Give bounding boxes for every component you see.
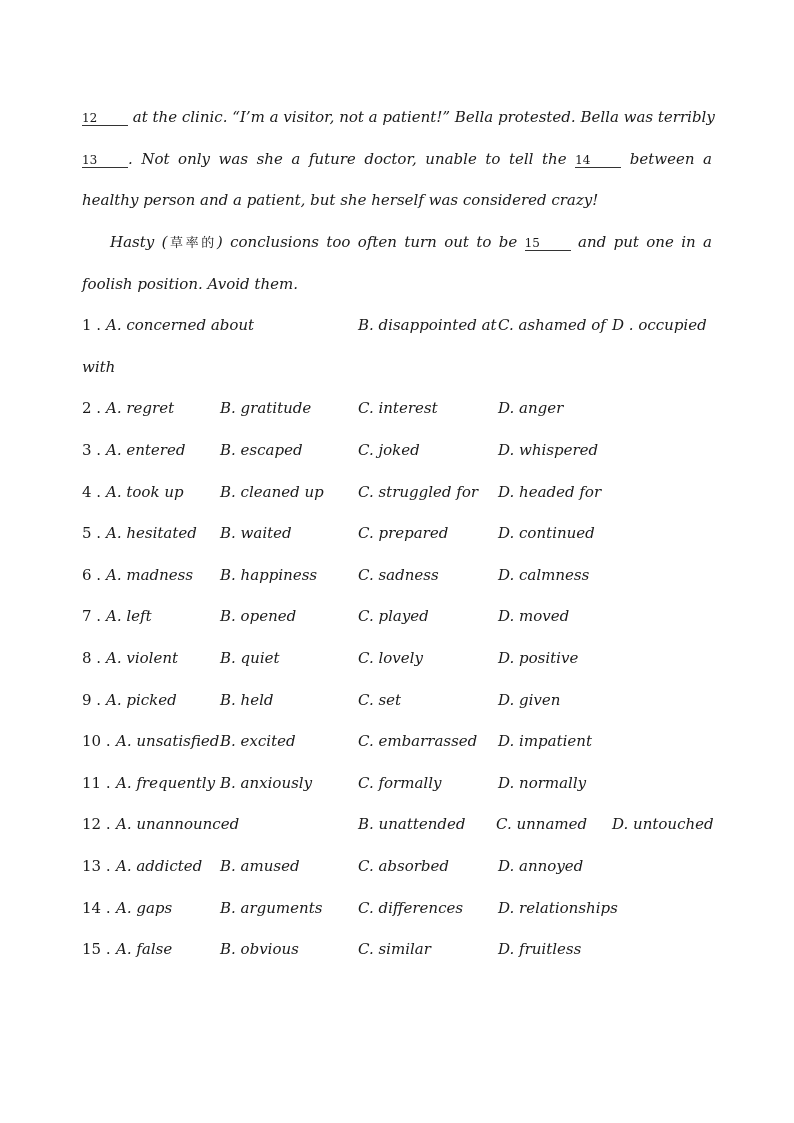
option-b: B. obvious bbox=[220, 940, 299, 958]
option-d: D. anger bbox=[498, 399, 564, 417]
question-number: 9 . bbox=[82, 691, 102, 709]
option-b: B. happiness bbox=[220, 566, 318, 584]
option-c: C. ashamed of bbox=[498, 316, 606, 334]
option-b: B. held bbox=[220, 691, 274, 709]
question-number: 6 . bbox=[82, 566, 102, 584]
passage-text: at the clinic. “I’m a visitor, not a patient!” Bella protested. Bella was terribly bbox=[132, 108, 715, 126]
question-number: 3 . bbox=[82, 441, 102, 459]
question-number: 13 . bbox=[82, 857, 111, 875]
option-d: D. annoyed bbox=[498, 857, 584, 875]
question-number: 12 . bbox=[82, 815, 111, 833]
option-c: C. interest bbox=[358, 399, 438, 417]
blank-14: 14 bbox=[575, 153, 621, 168]
option-a: A. frequently bbox=[116, 774, 216, 792]
option-a: A. madness bbox=[106, 566, 194, 584]
option-a: A. hesitated bbox=[106, 524, 197, 542]
option-a: A. concerned about bbox=[106, 316, 255, 334]
option-d: D. given bbox=[498, 691, 561, 709]
option-a: A. addicted bbox=[116, 857, 203, 875]
option-a: A. picked bbox=[106, 691, 177, 709]
option-d: D. impatient bbox=[498, 732, 592, 750]
option-b: B. cleaned up bbox=[220, 483, 324, 501]
option-c: C. absorbed bbox=[358, 857, 450, 875]
blank-15: 15 bbox=[525, 236, 571, 251]
question-number: 11 . bbox=[82, 774, 111, 792]
option-d: D. moved bbox=[498, 607, 570, 625]
option-d: D. whispered bbox=[498, 441, 599, 459]
option-b: B. anxiously bbox=[220, 774, 313, 792]
passage-text: and put one in a bbox=[578, 233, 712, 251]
option-b: B. escaped bbox=[220, 441, 303, 459]
option-b: B. amused bbox=[220, 857, 300, 875]
passage-line-2 bbox=[82, 149, 712, 169]
question-number: 5 . bbox=[82, 524, 102, 542]
option-d: D. continued bbox=[498, 524, 595, 542]
option-c: C. formally bbox=[358, 774, 442, 792]
option-d: D. normally bbox=[498, 774, 587, 792]
option-d: D. untouched bbox=[612, 815, 714, 833]
question-number: 10 . bbox=[82, 732, 111, 750]
option-a: A. entered bbox=[106, 441, 186, 459]
passage-line-3: healthy person and a patient, but she herself was considered crazy! bbox=[82, 191, 599, 209]
question-number: 4 . bbox=[82, 483, 102, 501]
option-b: B. disappointed at bbox=[358, 316, 497, 334]
option-c: C. sadness bbox=[358, 566, 439, 584]
option-c: C. played bbox=[358, 607, 429, 625]
option-d: D. relationships bbox=[498, 899, 618, 917]
option-b: B. unattended bbox=[358, 815, 466, 833]
question-number: 1 . bbox=[82, 316, 102, 334]
option-c: C. lovely bbox=[358, 649, 423, 667]
option-d: D . occupied bbox=[612, 316, 707, 334]
blank-13: 13 bbox=[82, 153, 128, 168]
blank-12: 12 bbox=[82, 111, 128, 126]
chinese-gloss: 草率的 bbox=[167, 236, 217, 251]
option-b: B. opened bbox=[220, 607, 297, 625]
question-number: 15 . bbox=[82, 940, 111, 958]
passage-line-5: foolish position. Avoid them. bbox=[82, 275, 298, 293]
option-a: A. unannounced bbox=[116, 815, 240, 833]
option-c: C. prepared bbox=[358, 524, 449, 542]
question-number: 8 . bbox=[82, 649, 102, 667]
option-d: D. positive bbox=[498, 649, 579, 667]
option-b: B. waited bbox=[220, 524, 292, 542]
passage-text: Hasty ( bbox=[110, 233, 168, 251]
option-b: B. quiet bbox=[220, 649, 280, 667]
option-c: C. joked bbox=[358, 441, 420, 459]
passage-text: ) conclusions too often turn out to be bbox=[216, 233, 518, 251]
passage-text: . Not only was she a future doctor, unable to tell the bbox=[128, 150, 567, 168]
option-a: A. took up bbox=[106, 483, 184, 501]
option-c: C. embarrassed bbox=[358, 732, 478, 750]
option-b: B. gratitude bbox=[220, 399, 312, 417]
option-a: A. unsatisfied bbox=[116, 732, 220, 750]
option-a: A. regret bbox=[106, 399, 175, 417]
option-a: A. false bbox=[116, 940, 173, 958]
option-c: C. set bbox=[358, 691, 402, 709]
option-b: B. arguments bbox=[220, 899, 323, 917]
option-d: D. calmness bbox=[498, 566, 590, 584]
option-a: A. left bbox=[106, 607, 152, 625]
question-number: 14 . bbox=[82, 899, 111, 917]
passage-line-4 bbox=[110, 232, 712, 254]
passage-line-1 bbox=[82, 107, 715, 127]
option-c: C. similar bbox=[358, 940, 431, 958]
option-d: D. headed for bbox=[498, 483, 602, 501]
option-d: D. fruitless bbox=[498, 940, 582, 958]
option-b: B. excited bbox=[220, 732, 296, 750]
question-number: 7 . bbox=[82, 607, 102, 625]
passage-text: between a bbox=[629, 150, 712, 168]
question-number: 2 . bbox=[82, 399, 102, 417]
option-c: C. unnamed bbox=[496, 815, 588, 833]
option-d-continued: with bbox=[82, 358, 116, 376]
option-c: C. struggled for bbox=[358, 483, 479, 501]
option-a: A. violent bbox=[106, 649, 179, 667]
option-a: A. gaps bbox=[116, 899, 173, 917]
option-c: C. differences bbox=[358, 899, 464, 917]
